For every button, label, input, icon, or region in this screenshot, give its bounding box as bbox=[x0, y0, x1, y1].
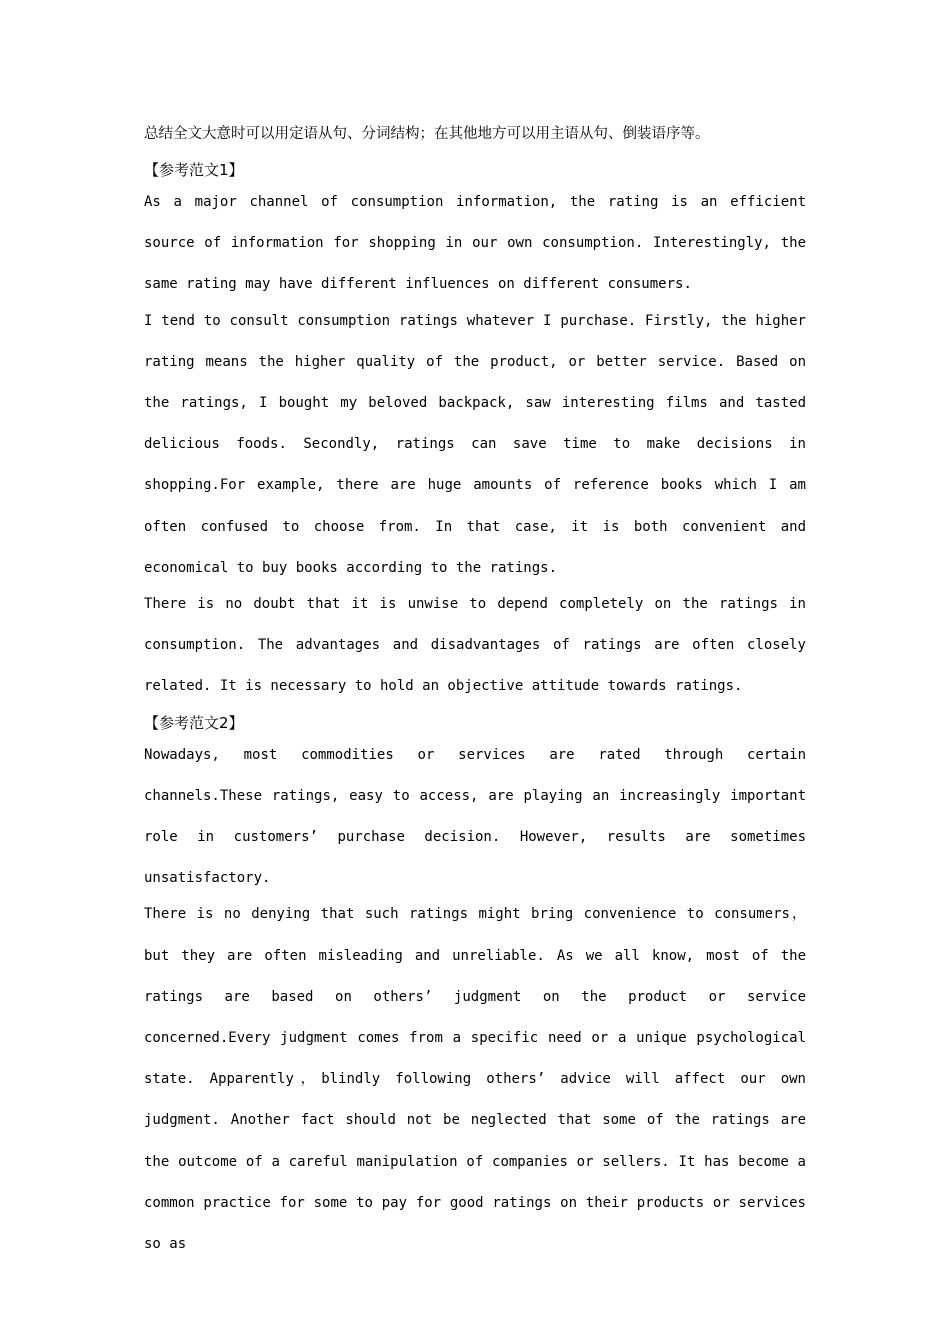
section-heading-1: 【参考范文1】 bbox=[144, 161, 244, 179]
section-heading-2: 【参考范文2】 bbox=[144, 713, 244, 732]
essay-2-paragraph-1: Nowadays, most commodities or services are rated through certain channels.These ratings, easy to access, are playing an increasingly important role in customers’ purchase decision. However, results are sometimes unsatisfactory. bbox=[144, 746, 806, 887]
essay-1-paragraph-2: I tend to consult consumption ratings whatever I purchase. Firstly, the higher rating means the higher quality of the product, or better service. Based on the ratings, I bought my beloved backpack, saw interesting films and tasted delicious foods. Secondly, ratings can save time to make decisions in shopping.For example, there are huge amounts of reference books which I am often confused to choose from. In that case, it is both convenient and economical to buy books according to the ratings. bbox=[144, 312, 806, 576]
essay-1-paragraph-1: As a major channel of consumption information, the rating is an efficient source of information for shopping in our own consumption. Interestingly, the same rating may have different influences on different consumers. bbox=[144, 194, 806, 293]
essay-2-paragraph-2: There is no denying that such ratings might bring convenience to consumers，but they are often misleading and unreliable. As we all know, most of the ratings are based on others’ judgment on the product or service concerned.Every judgment comes from a specific need or a unique psychological state. Apparently，blindly following others’ advice will affect our own judgment. Another fact should not be neglected that some of the ratings are the outcome of a careful manipulation of companies or sellers. It has become a common practice for some to pay for good ratings on their products or services so as bbox=[144, 906, 806, 1253]
sample-essay-2 bbox=[144, 713, 806, 1266]
sample-essay-1 bbox=[144, 160, 806, 708]
intro-line: 总结全文大意时可以用定语从句、分词结构；在其他地方可以用主语从句、倒装语序等。 bbox=[144, 126, 710, 142]
document-body bbox=[144, 124, 806, 1270]
essay-1-paragraph-3: There is no doubt that it is unwise to depend completely on the ratings in consumption. The advantages and disadvantages of ratings are often closely related. It is necessary to hold an objective attitude towards ratings. bbox=[144, 596, 806, 695]
